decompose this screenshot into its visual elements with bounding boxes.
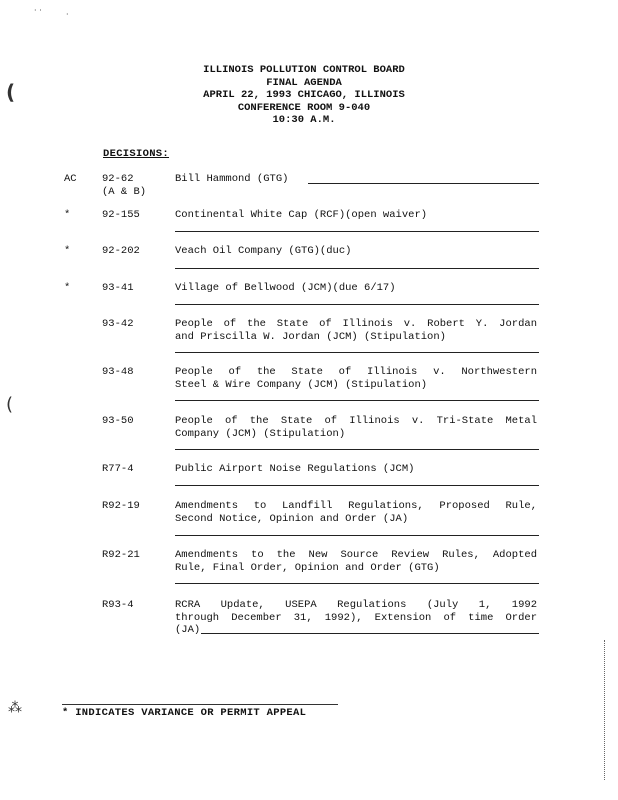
item-number xyxy=(102,173,172,198)
item-number: R92-21 xyxy=(102,549,140,561)
item-text-line1: RCRA Update, USEPA Regulations (July 1, 1992 xyxy=(175,599,537,611)
item-description xyxy=(175,500,537,525)
item-text-line1: People of the State of Illinois v. Robert Y. Jordan xyxy=(175,318,537,330)
header-agenda-title: FINAL AGENDA xyxy=(266,76,342,89)
item-underline xyxy=(175,449,539,450)
item-text-line2: Second Notice, Opinion and Order (JA) xyxy=(175,512,409,525)
item-number: R77-4 xyxy=(102,463,134,475)
item-description xyxy=(175,282,537,295)
item-number: 93-41 xyxy=(102,282,134,294)
item-text: Veach Oil Company (GTG)(duc) xyxy=(175,245,352,257)
item-number: 92-202 xyxy=(102,245,140,257)
item-description xyxy=(175,463,537,476)
item-number: 93-42 xyxy=(102,318,134,330)
item-text: Public Airport Noise Regulations (JCM) xyxy=(175,463,415,475)
header-board-name: ILLINOIS POLLUTION CONTROL BOARD xyxy=(203,64,405,76)
item-underline xyxy=(175,400,539,401)
footer-rule xyxy=(62,704,338,705)
item-number-sub: (A & B) xyxy=(102,185,147,198)
footer-note: * INDICATES VARIANCE OR PERMIT APPEAL xyxy=(62,707,307,719)
header-time: 10:30 A.M. xyxy=(272,114,336,126)
scan-mark-left-bracket: ( xyxy=(6,80,16,104)
item-underline xyxy=(175,231,539,232)
item-number: 93-50 xyxy=(102,415,134,427)
item-text-line3: (JA) xyxy=(175,624,201,636)
item-text-line1: People of the State of Illinois v. Northwestern xyxy=(175,366,537,378)
item-description xyxy=(175,318,537,343)
item-text-line2: Company (JCM) (Stipulation) xyxy=(175,427,346,440)
item-number: R93-4 xyxy=(102,599,134,611)
item-text-line2: through December 31, 1992), Extension of time Order xyxy=(175,611,537,624)
item-underline xyxy=(175,304,539,305)
item-text: Village of Bellwood (JCM)(due 6/17) xyxy=(175,282,396,294)
item-underline xyxy=(175,583,539,584)
item-underline xyxy=(308,183,539,184)
item-number: 93-48 xyxy=(102,366,134,378)
item-mark: AC xyxy=(64,173,77,185)
section-title: DECISIONS: xyxy=(103,148,170,160)
item-text-line1: Amendments to the New Source Review Rules, Adopted xyxy=(175,549,537,561)
item-mark: * xyxy=(64,245,71,257)
item-description xyxy=(175,245,537,258)
scan-mark-top: · xyxy=(66,10,69,19)
agenda-header xyxy=(102,64,506,127)
item-text-line1: Amendments to Landfill Regulations, Proposed Rule, xyxy=(175,500,537,512)
item-description xyxy=(175,549,537,574)
scan-mark-left-bottom: ⁂ xyxy=(8,700,22,716)
item-description xyxy=(175,415,537,440)
item-description xyxy=(175,209,537,222)
item-description xyxy=(175,599,537,637)
scan-mark-top-left: · · xyxy=(34,6,42,15)
item-underline xyxy=(175,535,539,536)
item-text-line2: Steel & Wire Company (JCM) (Stipulation) xyxy=(175,378,428,391)
item-underline xyxy=(175,485,539,486)
item-number-main: 92-62 xyxy=(102,173,134,185)
item-mark: * xyxy=(64,209,71,221)
item-description xyxy=(175,366,537,391)
item-text-line1: People of the State of Illinois v. Tri-State Metal xyxy=(175,415,537,427)
item-text-line2: and Priscilla W. Jordan (JCM) (Stipulation) xyxy=(175,330,446,343)
scan-edge-dots xyxy=(604,640,606,780)
header-room: CONFERENCE ROOM 9-040 xyxy=(237,101,371,114)
scan-mark-left-mid: ( xyxy=(6,394,14,415)
item-underline xyxy=(175,352,539,353)
item-number: R92-19 xyxy=(102,500,140,512)
item-underline xyxy=(175,268,539,269)
item-text: Continental White Cap (RCF)(open waiver) xyxy=(175,209,428,221)
item-text: Bill Hammond (GTG) xyxy=(175,173,289,185)
item-number: 92-155 xyxy=(102,209,140,221)
item-mark: * xyxy=(64,282,71,294)
item-underline xyxy=(201,633,539,634)
header-date-location: APRIL 22, 1993 CHICAGO, ILLINOIS xyxy=(203,89,405,101)
item-text-line2: Rule, Final Order, Opinion and Order (GTG) xyxy=(175,561,440,574)
